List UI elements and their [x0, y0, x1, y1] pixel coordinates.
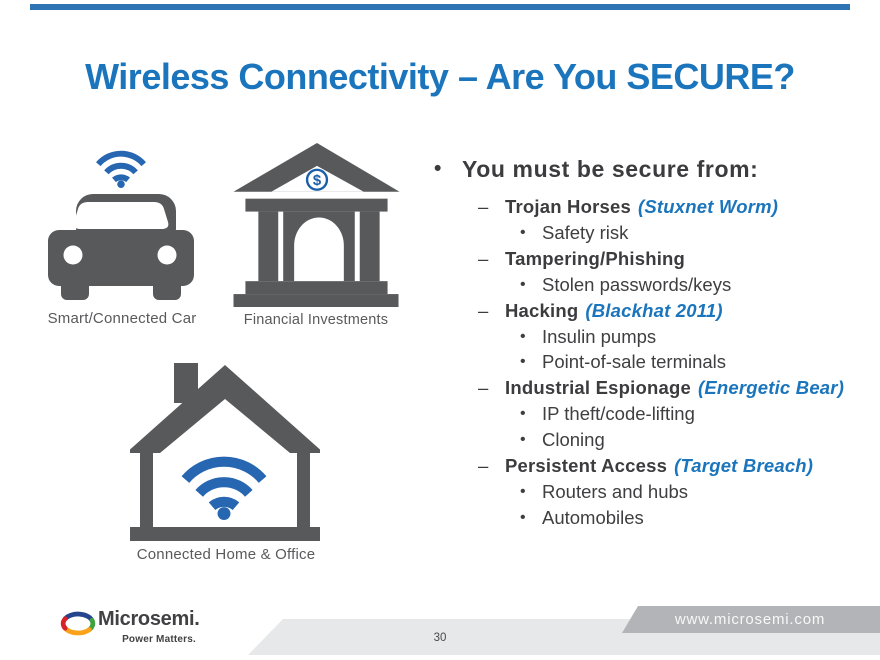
threat-item-text: Point-of-sale terminals — [542, 351, 727, 373]
bullet-icon: – — [478, 196, 489, 217]
threat-item — [432, 194, 872, 220]
bullet-icon: • — [520, 482, 526, 500]
threat-item — [432, 427, 872, 453]
threat-item-text: IP theft/code-lifting — [542, 403, 695, 425]
threat-item-text: Cloning — [542, 429, 605, 451]
threat-list — [432, 153, 872, 531]
threat-item-text: Trojan Horses — [505, 196, 631, 217]
threat-item — [432, 272, 872, 298]
bullet-icon: • — [520, 275, 526, 293]
threat-item — [432, 324, 872, 350]
slide-title: Wireless Connectivity – Are You SECURE? — [85, 56, 795, 97]
bullet-icon: • — [520, 508, 526, 526]
bullet-icon: • — [520, 223, 526, 241]
threat-item-note: (Stuxnet Worm) — [637, 196, 779, 217]
bullet-icon: • — [520, 353, 526, 371]
threat-item — [432, 349, 872, 375]
threat-item-text: Industrial Espionage — [505, 377, 691, 399]
threat-item-text: Routers and hubs — [542, 480, 689, 502]
threat-item — [432, 220, 872, 246]
wifi-icon — [178, 452, 270, 520]
threat-item-text: Automobiles — [542, 506, 644, 528]
threat-item-text: Insulin pumps — [542, 325, 657, 347]
home-label: Connected Home & Office — [136, 546, 316, 563]
wifi-icon — [93, 148, 149, 188]
threat-item — [432, 298, 872, 324]
top-accent-bar — [30, 4, 850, 10]
bullet-icon: – — [478, 299, 489, 321]
threat-heading — [432, 153, 872, 185]
threat-item-text: Hacking — [505, 299, 579, 321]
microsemi-tagline: Power Matters. — [122, 634, 196, 645]
bullet-icon: • — [520, 431, 526, 449]
threat-heading-text: You must be secure from: — [462, 156, 759, 182]
bullet-icon: – — [478, 247, 489, 269]
threat-item-note: (Energetic Bear) — [697, 377, 845, 399]
threat-item-text: Persistent Access — [505, 455, 668, 477]
website-url: www.microsemi.com — [674, 611, 826, 628]
threat-item — [432, 453, 872, 479]
threat-item-text: Safety risk — [542, 221, 629, 243]
bullet-icon: • — [434, 157, 442, 180]
bullet-icon: – — [478, 455, 489, 477]
threat-item — [432, 246, 872, 272]
bank-label: Financial Investments — [243, 312, 389, 328]
threat-item — [432, 505, 872, 531]
threat-item — [432, 479, 872, 505]
page-number: 30 — [433, 632, 447, 644]
bank-icon — [232, 142, 402, 308]
threat-item-note: (Blackhat 2011) — [585, 299, 723, 321]
microsemi-logo-icon — [57, 610, 99, 637]
threat-item — [432, 401, 872, 427]
threat-item-text: Tampering/Phishing — [505, 247, 686, 269]
threat-item-text: Stolen passwords/keys — [542, 273, 732, 295]
bullet-icon: • — [520, 327, 526, 345]
dollar-icon: $ — [312, 173, 322, 190]
car-icon — [46, 190, 196, 302]
car-label: Smart/Connected Car — [47, 310, 197, 327]
threat-item-note: (Target Breach) — [674, 455, 814, 477]
microsemi-wordmark: Microsemi. — [98, 608, 200, 630]
bullet-icon: • — [520, 405, 526, 423]
bullet-icon: – — [478, 377, 489, 399]
threat-item — [432, 375, 872, 401]
